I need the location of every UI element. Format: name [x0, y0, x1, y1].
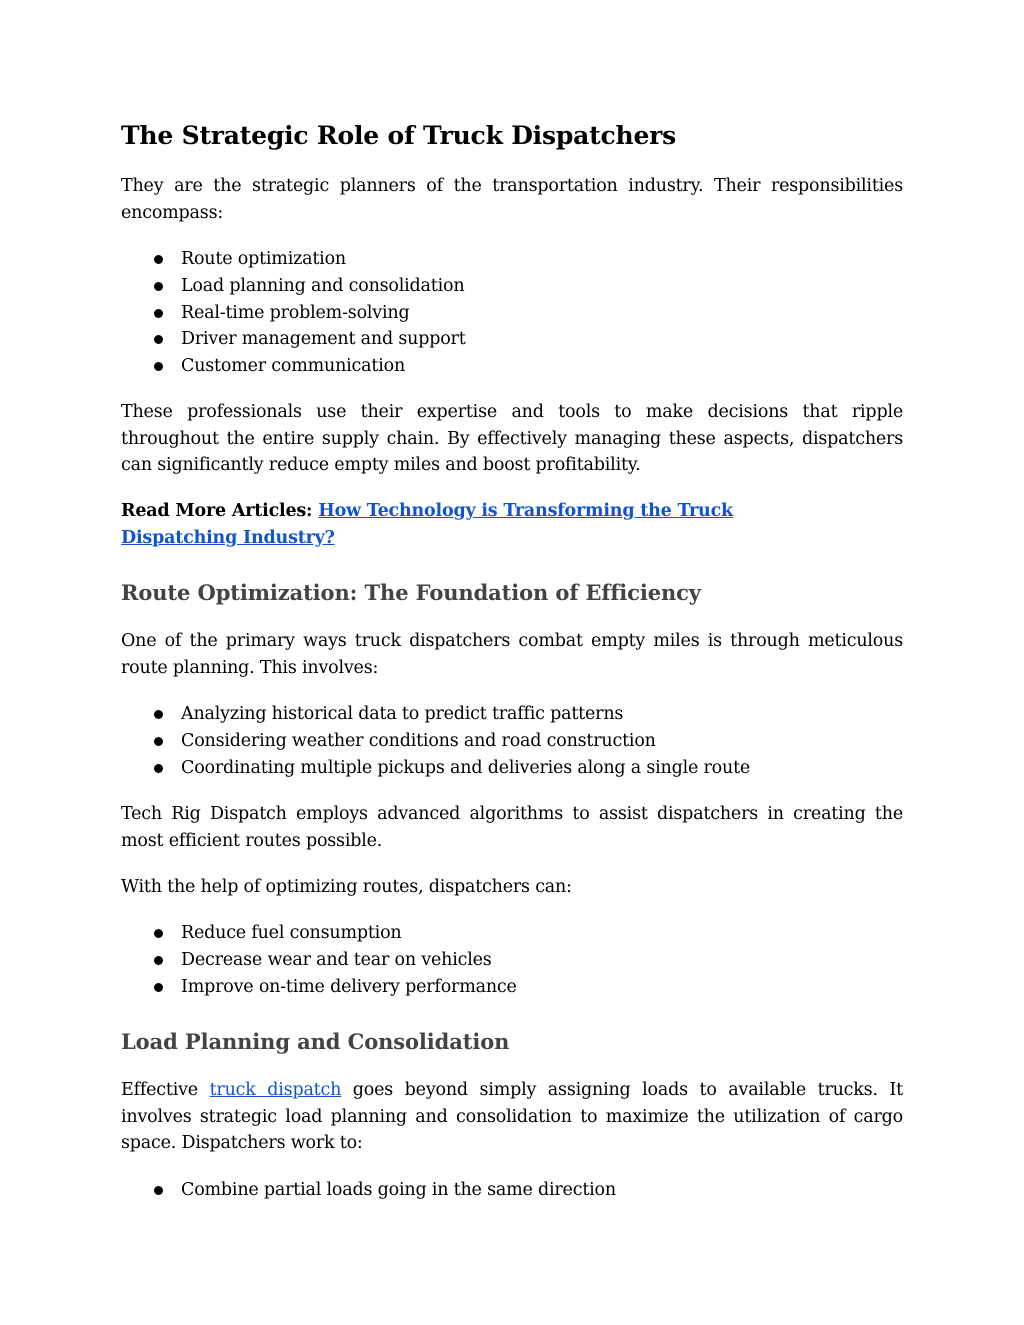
list-item: Real-time problem-solving — [121, 300, 903, 327]
route-planning-paragraph: One of the primary ways truck dispatchers combat empty miles is through meticulous route planning. This involves: — [121, 631, 903, 678]
list-item: Coordinating multiple pickups and deliveries along a single route — [121, 755, 903, 782]
load-planning-heading: Load Planning and Consolidation — [121, 1029, 510, 1054]
list-item: Analyzing historical data to predict traffic patterns — [121, 701, 903, 728]
list-item: Decrease wear and tear on vehicles — [121, 947, 903, 974]
bullet-icon — [154, 362, 163, 371]
bullet-icon — [154, 255, 163, 264]
benefits-list — [121, 920, 903, 1000]
bullet-icon — [154, 956, 163, 965]
intro-paragraph: They are the strategic planners of the transportation industry. Their responsibilities encompass: — [121, 176, 903, 223]
benefits-intro: With the help of optimizing routes, dispatchers can: — [121, 877, 572, 897]
bullet-icon — [154, 983, 163, 992]
bullet-icon — [154, 309, 163, 318]
read-more-link[interactable]: How Technology is Transforming the Truck Dispatching Industry? — [121, 501, 733, 548]
list-item: Combine partial loads going in the same direction — [121, 1177, 903, 1204]
read-more — [121, 498, 903, 551]
list-item: Load planning and consolidation — [121, 273, 903, 300]
bullet-icon — [154, 929, 163, 938]
load-planning-list — [121, 1177, 903, 1204]
page-title: The Strategic Role of Truck Dispatchers — [121, 121, 677, 150]
bullet-icon — [154, 710, 163, 719]
bullet-icon — [154, 764, 163, 773]
algorithms-paragraph: Tech Rig Dispatch employs advanced algorithms to assist dispatchers in creating the most efficient routes possible. — [121, 804, 903, 851]
load-planning-paragraph: Effective truck dispatch goes beyond simply assigning loads to available trucks. It involves strategic load planning and consolidation to maximize the utilization of cargo space. Dispatchers work to: — [121, 1080, 903, 1153]
truck-dispatch-link[interactable]: truck dispatch — [209, 1080, 342, 1100]
bullet-icon — [154, 1186, 163, 1195]
bullet-icon — [154, 335, 163, 344]
read-more-label: Read More Articles: — [121, 501, 313, 521]
list-item: Route optimization — [121, 246, 903, 273]
list-item: Driver management and support — [121, 326, 903, 353]
list-item: Customer communication — [121, 353, 903, 380]
list-item: Improve on-time delivery performance — [121, 974, 903, 1001]
supply-chain-paragraph: These professionals use their expertise and tools to make decisions that ripple throughout the entire supply chain. By effectively managing these aspects, dispatchers can significantly reduce empty miles and boost profitability. — [121, 402, 903, 475]
responsibilities-list — [121, 246, 903, 380]
route-planning-list — [121, 701, 903, 781]
bullet-icon — [154, 737, 163, 746]
list-item: Reduce fuel consumption — [121, 920, 903, 947]
route-optimization-heading: Route Optimization: The Foundation of Efficiency — [121, 580, 701, 605]
bullet-icon — [154, 282, 163, 291]
list-item: Considering weather conditions and road construction — [121, 728, 903, 755]
